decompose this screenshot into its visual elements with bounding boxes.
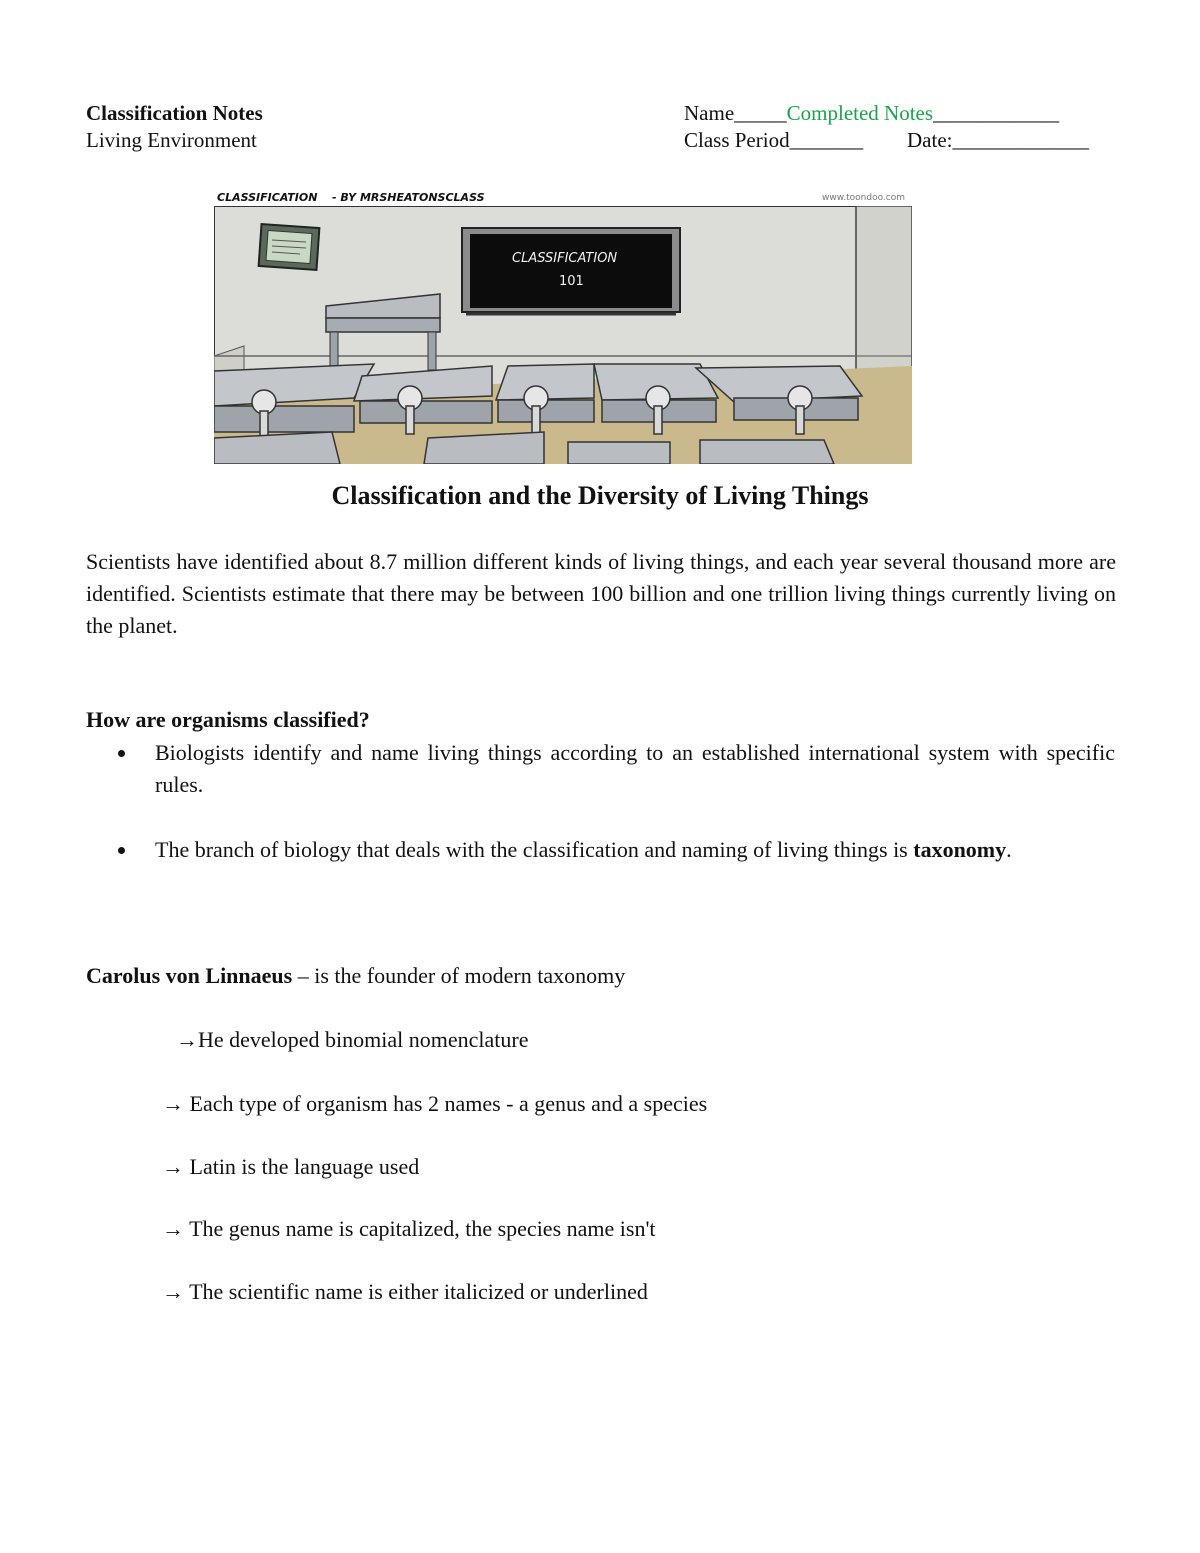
arrow-point-text: He developed binomial nomenclature [198, 1027, 529, 1052]
doc-title: Classification Notes [86, 101, 263, 125]
intro-paragraph: Scientists have identified about 8.7 million different kinds of living things, and each year several thousand more are identified. Scientists estimate that there may be between 100 billion and one trillion living things currently living on the planet. [86, 549, 1116, 638]
arrow-icon: → [162, 1154, 184, 1179]
class-period-label: Class Period_______ [684, 128, 864, 152]
linnaeus-line [86, 960, 625, 992]
linnaeus-name: Carolus von Linnaeus [86, 963, 293, 988]
classroom-illustration [214, 206, 912, 464]
arrow-point-5 [162, 1276, 648, 1308]
arrow-point-text: Latin is the language used [184, 1154, 420, 1179]
bullet-icon [118, 847, 125, 854]
arrow-point-1 [176, 1024, 529, 1056]
name-blank-before: _____ [734, 101, 787, 125]
name-label: Name [684, 101, 735, 125]
bullet-item-2 [155, 834, 1115, 866]
bullet-icon [118, 750, 125, 757]
name-blank-after: ____________ [933, 101, 1060, 125]
classroom-drawing [214, 206, 912, 464]
date-label: Date:_____________ [907, 128, 1089, 152]
linnaeus-description: – is the founder of modern taxonomy [292, 963, 626, 988]
chalkboard [462, 228, 680, 314]
arrow-icon: → [162, 1091, 184, 1116]
chalkboard-text-line2: 101 [559, 274, 584, 289]
bullet-item-1: Biologists identify and name living things according to an established international system with specific rules. [155, 740, 1115, 797]
arrow-point-4 [162, 1213, 656, 1245]
name-line [684, 100, 1059, 126]
chalkboard-text-line1: CLASSIFICATION [512, 251, 618, 266]
arrow-point-text: The genus name is capitalized, the species name isn't [184, 1216, 656, 1241]
bullet-item-2-period: . [1006, 837, 1012, 862]
section-heading-how-classified: How are organisms classified? [86, 707, 370, 732]
arrow-point-text: The scientific name is either italicized or underlined [184, 1279, 648, 1304]
comic-caption-site: www.toondoo.com [822, 193, 906, 203]
arrow-icon: → [162, 1279, 184, 1304]
arrow-point-2 [162, 1088, 707, 1120]
student-desks [214, 364, 862, 464]
main-title: Classification and the Diversity of Living Things [331, 481, 869, 510]
comic-caption-title: CLASSIFICATION [217, 191, 318, 204]
subject-label: Living Environment [86, 128, 257, 152]
arrow-point-3 [162, 1151, 419, 1183]
certificate-frame [259, 224, 320, 270]
bullet-item-2-text: The branch of biology that deals with the classification and naming of living things is [155, 837, 908, 862]
arrow-point-text: Each type of organism has 2 names - a genus and a species [184, 1091, 708, 1116]
arrow-icon: → [176, 1027, 198, 1052]
comic-caption-author: - BY MRSHEATONSCLASS [332, 191, 485, 204]
taxonomy-term: taxonomy [913, 837, 1007, 862]
arrow-icon: → [162, 1216, 184, 1241]
name-value: Completed Notes [786, 101, 934, 125]
